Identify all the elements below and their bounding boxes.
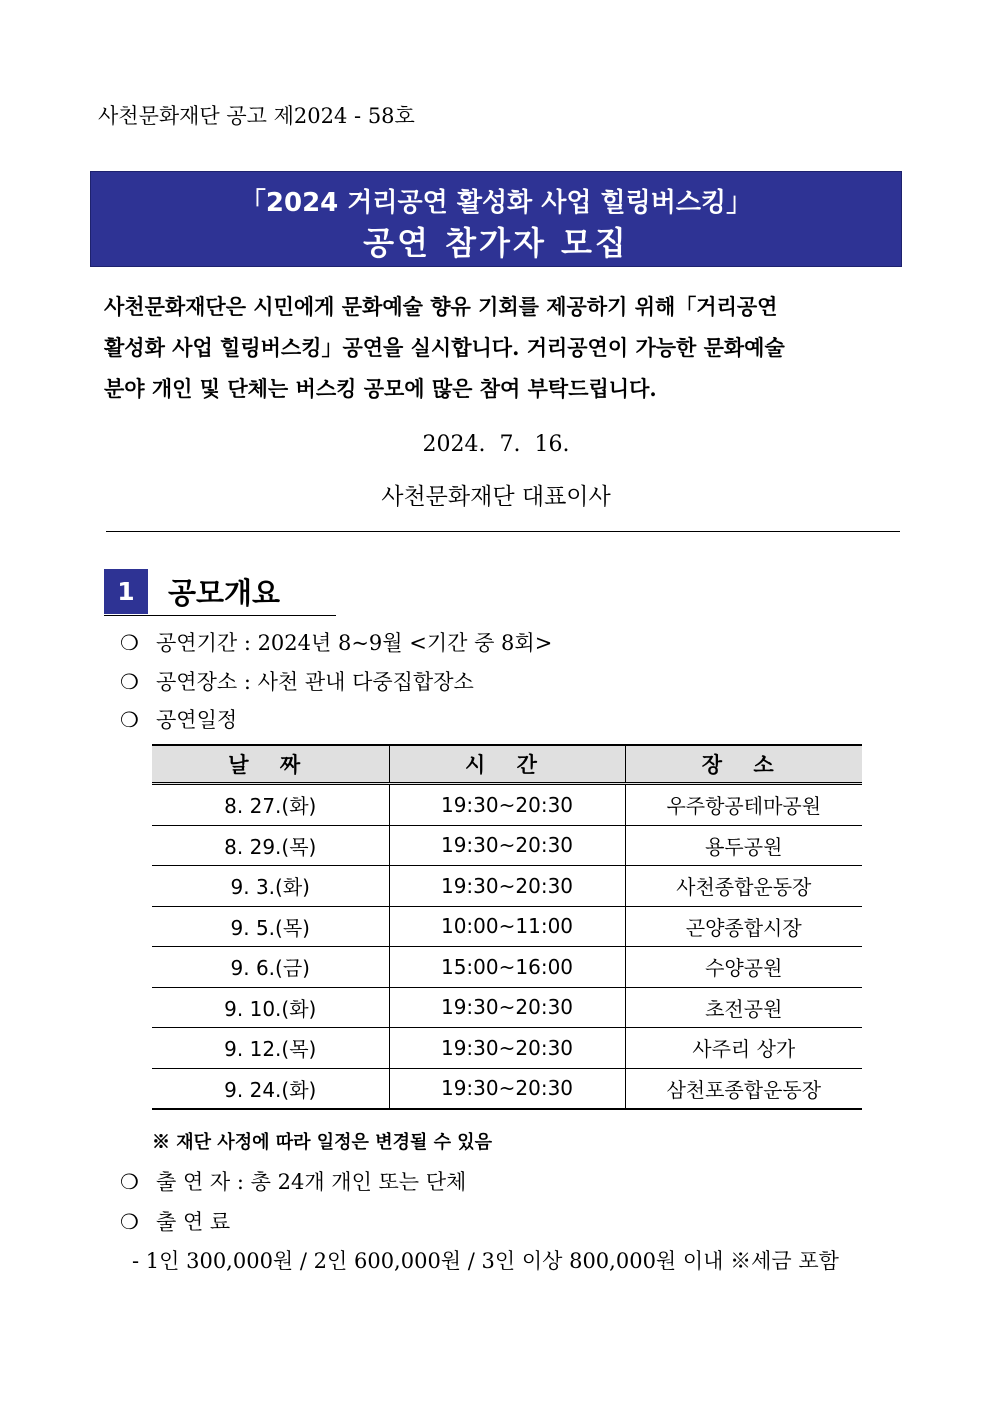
bullet-fee <box>120 1206 230 1236</box>
cell-date: 8. 29.(목) <box>152 825 389 866</box>
cell-place: 사천종합운동장 <box>625 866 862 907</box>
intro-line: 활성화 사업 힐링버스킹」공연을 실시합니다. 거리공연이 가능한 문화예술 <box>104 335 785 360</box>
table-row <box>152 906 862 947</box>
bullet-period <box>120 627 552 657</box>
header-date: 날 짜 <box>152 745 389 784</box>
cell-date: 9. 5.(목) <box>152 906 389 947</box>
title-line-1: 「2024 거리공연 활성화 사업 힐링버스킹」 <box>239 188 753 218</box>
schedule-table <box>152 744 862 1110</box>
title-line-2: 공연 참가자 모집 <box>363 224 629 262</box>
table-header-row <box>152 745 862 784</box>
table-row <box>152 1068 862 1109</box>
table-row <box>152 866 862 907</box>
title-banner <box>90 171 902 267</box>
bullet-text: 공연기간 : 2024년 8~9월 <기간 중 8회> <box>156 631 553 655</box>
cell-time: 19:30~20:30 <box>389 1028 625 1069</box>
table-row <box>152 784 862 826</box>
bullet-schedule <box>120 704 237 734</box>
cell-place: 수양공원 <box>625 947 862 988</box>
bullet-text: 공연일정 <box>156 708 238 732</box>
section-number: 1 <box>104 569 148 614</box>
cell-time: 19:30~20:30 <box>389 987 625 1028</box>
table-row <box>152 825 862 866</box>
header-time: 시 간 <box>389 745 625 784</box>
header-place: 장 소 <box>625 745 862 784</box>
circle-bullet-icon: ❍ <box>120 670 139 694</box>
cell-time: 19:30~20:30 <box>389 1068 625 1109</box>
circle-bullet-icon: ❍ <box>120 1210 139 1234</box>
bullet-text: 출 연 자 : 총 24개 개인 또는 단체 <box>156 1170 467 1194</box>
intro-line: 분야 개인 및 단체는 버스킹 공모에 많은 참여 부탁드립니다. <box>104 376 657 401</box>
cell-time: 10:00~11:00 <box>389 906 625 947</box>
cell-place: 삼천포종합운동장 <box>625 1068 862 1109</box>
cell-time: 15:00~16:00 <box>389 947 625 988</box>
section-header <box>104 569 336 616</box>
divider <box>106 531 900 532</box>
cell-date: 9. 12.(목) <box>152 1028 389 1069</box>
cell-place: 사주리 상가 <box>625 1028 862 1069</box>
circle-bullet-icon: ❍ <box>120 631 139 655</box>
cell-time: 19:30~20:30 <box>389 866 625 907</box>
schedule-note: ※ 재단 사정에 따라 일정은 변경될 수 있음 <box>152 1132 493 1153</box>
bullet-text: 공연장소 : 사천 관내 다중집합장소 <box>156 670 474 694</box>
cell-place: 곤양종합시장 <box>625 906 862 947</box>
notice-number: 사천문화재단 공고 제2024 - 58호 <box>98 104 415 128</box>
cell-time: 19:30~20:30 <box>389 825 625 866</box>
cell-date: 8. 27.(화) <box>152 784 389 826</box>
intro-line: 사천문화재단은 시민에게 문화예술 향유 기회를 제공하기 위해「거리공연 <box>104 294 778 319</box>
cell-place: 우주항공테마공원 <box>625 784 862 826</box>
circle-bullet-icon: ❍ <box>120 708 139 732</box>
cell-place: 초전공원 <box>625 987 862 1028</box>
cell-time: 19:30~20:30 <box>389 784 625 826</box>
notice-date: 2024. 7. 16. <box>422 432 570 457</box>
bullet-venue <box>120 666 474 696</box>
table-row <box>152 947 862 988</box>
cell-place: 용두공원 <box>625 825 862 866</box>
section-title: 공모개요 <box>168 576 281 610</box>
cell-date: 9. 10.(화) <box>152 987 389 1028</box>
intro-paragraph <box>104 286 894 409</box>
table-row <box>152 1028 862 1069</box>
signer: 사천문화재단 대표이사 <box>381 484 611 510</box>
bullet-text: 출 연 료 <box>156 1210 231 1234</box>
table-row <box>152 987 862 1028</box>
fee-detail: - 1인 300,000원 / 2인 600,000원 / 3인 이상 800,000원 이내 ※세금 포함 <box>132 1249 839 1273</box>
circle-bullet-icon: ❍ <box>120 1170 139 1194</box>
bullet-performers <box>120 1166 466 1196</box>
cell-date: 9. 24.(화) <box>152 1068 389 1109</box>
cell-date: 9. 6.(금) <box>152 947 389 988</box>
cell-date: 9. 3.(화) <box>152 866 389 907</box>
